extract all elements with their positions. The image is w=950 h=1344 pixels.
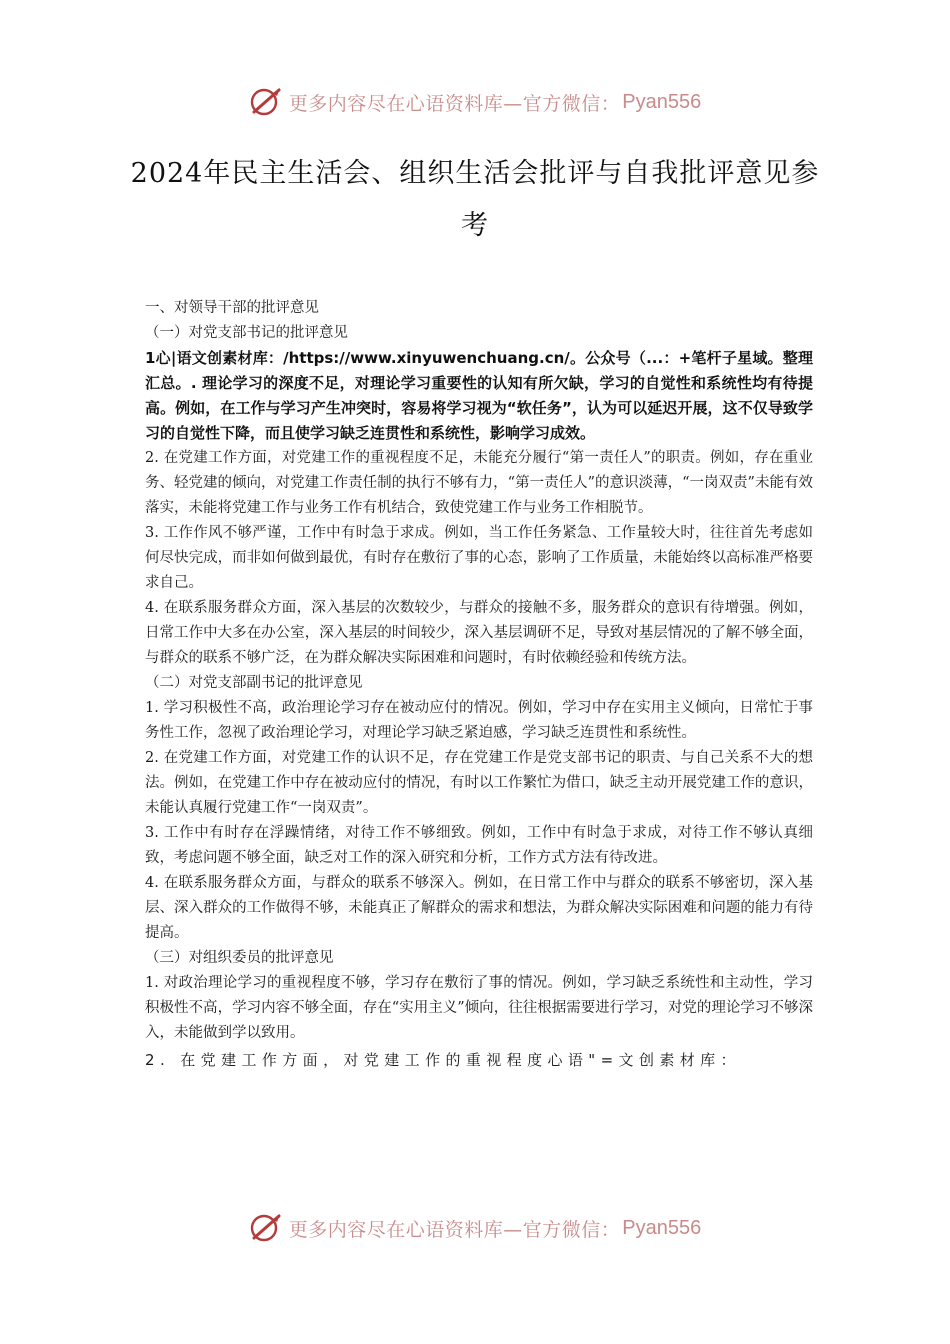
paragraph: 4. 在联系服务群众方面，与群众的联系不够深入。例如，在日常工作中与群众的联系不够密切，深入基层、深入群众的工作做得不够，未能真正了解群众的需求和想法，为群众解决实际困难和问题的能力有待提高。 (145, 875, 813, 941)
banner-text: 更多内容尽在心语资料库—官方微信： (288, 1218, 621, 1241)
banner-wechat-id: Pyan556 (622, 90, 702, 113)
watermark-banner-bottom (0, 1208, 950, 1248)
subsection-heading: （一）对党支部书记的批评意见 (145, 325, 348, 341)
paragraph: 1. 对政治理论学习的重视程度不够，学习存在敷衍了事的情况。例如，学习缺乏系统性和主动性，学习积极性不高，学习内容不够全面，存在“实用主义”倾向，往往根据需要进行学习，对党的理论学习不够深入，未能做到学以致用。 (145, 975, 813, 1041)
watermark-banner-top (0, 82, 950, 122)
paragraph: 3. 工作中有时存在浮躁情绪，对待工作不够细致。例如，工作中有时急于求成，对待工作不够认真细致，考虑问题不够全面，缺乏对工作的深入研究和分析，工作方式方法有待改进。 (145, 825, 813, 866)
document-body (145, 296, 813, 1073)
pen-logo-icon (249, 85, 283, 119)
paragraph: 2. 在党建工作方面，对党建工作的重视程度心语"=文创素材库： (145, 1051, 741, 1069)
paragraph: 1心|语文创素材库：/https://www.xinyuwenchuang.cn/。公众号（...：+笔杆子星域。整理汇总。. 理论学习的深度不足，对理论学习重要性的认知有所欠缺，学习的自觉性和系统性均有待提高。例如，在工作与学习产生冲突时，容易将学习视为“软任务”，认为可以延迟开展，这不仅导致学习的自觉性下降，而且使学习缺乏连贯性和系统性，影响学习成效。 (145, 349, 813, 442)
paragraph: 2. 在党建工作方面，对党建工作的认识不足，存在党建工作是党支部书记的职责、与自己关系不大的想法。例如，在党建工作中存在被动应付的情况，有时以工作繁忙为借口，缺乏主动开展党建工作的意识，未能认真履行党建工作“一岗双责”。 (145, 750, 813, 816)
banner-text: 更多内容尽在心语资料库—官方微信： (288, 92, 621, 115)
paragraph: 1. 学习积极性不高，政治理论学习存在被动应付的情况。例如，学习中存在实用主义倾向，日常忙于事务性工作，忽视了政治理论学习，对理论学习缺乏紧迫感，学习缺乏连贯性和系统性。 (145, 700, 813, 741)
section-heading: 一、对领导干部的批评意见 (145, 300, 319, 316)
subsection-heading: （三）对组织委员的批评意见 (145, 950, 334, 966)
paragraph: 4. 在联系服务群众方面，深入基层的次数较少，与群众的接触不多，服务群众的意识有待增强。例如，日常工作中大多在办公室，深入基层的时间较少，深入基层调研不足，导致对基层情况的了解不够全面，与群众的联系不够广泛，在为群众解决实际困难和问题时，有时依赖经验和传统方法。 (145, 600, 813, 666)
paragraph: 2. 在党建工作方面，对党建工作的重视程度不足，未能充分履行“第一责任人”的职责。例如，存在重业务、轻党建的倾向，对党建工作责任制的执行不够有力，“第一责任人”的意识淡薄，“一岗双责”未能有效落实，未能将党建工作与业务工作有机结合，致使党建工作与业务工作相脱节。 (145, 450, 813, 516)
document-title: 2024年民主生活会、组织生活会批评与自我批评意见参考 (130, 158, 820, 241)
pen-logo-icon (249, 1211, 283, 1245)
paragraph: 3. 工作作风不够严谨，工作中有时急于求成。例如，当工作任务紧急、工作量较大时，往往首先考虑如何尽快完成，而非如何做到最优，有时存在敷衍了事的心态，影响了工作质量，未能始终以高标准严格要求自己。 (145, 525, 813, 591)
banner-wechat-id: Pyan556 (622, 1216, 702, 1239)
subsection-heading: （二）对党支部副书记的批评意见 (145, 675, 363, 691)
